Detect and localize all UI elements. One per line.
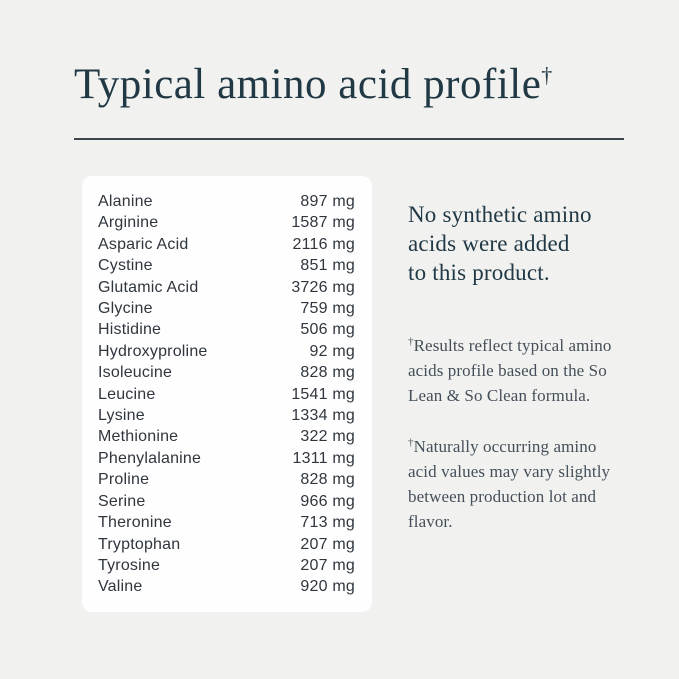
footnote-naturally-occurring xyxy=(408,434,618,534)
amino-acid-value: 1334 mg xyxy=(291,407,355,425)
table-row xyxy=(98,428,355,446)
amino-acid-name: Glutamic Acid xyxy=(98,278,199,296)
amino-acid-name: Leucine xyxy=(98,385,156,403)
title-divider xyxy=(74,138,624,140)
footnote-dagger: † xyxy=(408,335,414,348)
table-row xyxy=(98,257,355,275)
amino-acid-name: Hydroxyproline xyxy=(98,342,208,360)
no-synthetic-statement: No synthetic amino acids were added to this product. xyxy=(408,202,592,285)
amino-acid-name: Asparic Acid xyxy=(98,235,189,253)
amino-acid-name: Glycine xyxy=(98,300,153,318)
table-row xyxy=(98,193,355,211)
table-row xyxy=(98,386,355,404)
amino-acid-value: 713 mg xyxy=(300,514,355,532)
amino-acid-name: Serine xyxy=(98,492,146,510)
amino-acid-name: Methionine xyxy=(98,428,179,446)
table-row xyxy=(98,493,355,511)
amino-acid-value: 851 mg xyxy=(300,257,355,275)
amino-acid-value: 966 mg xyxy=(300,492,355,510)
table-row xyxy=(98,407,355,425)
table-row xyxy=(98,214,355,232)
table-row xyxy=(98,450,355,468)
footnote-dagger: † xyxy=(408,436,414,449)
table-row xyxy=(98,300,355,318)
amino-acid-name: Cystine xyxy=(98,257,153,275)
amino-acid-table-card xyxy=(82,176,372,612)
amino-acid-name: Alanine xyxy=(98,193,153,210)
amino-acid-name: Lysine xyxy=(98,407,145,425)
page-title-text: Typical amino acid profile xyxy=(74,61,542,108)
amino-acid-value: 506 mg xyxy=(300,321,355,339)
amino-acid-name: Arginine xyxy=(98,214,159,232)
aside-column xyxy=(408,200,620,534)
table-row xyxy=(98,514,355,532)
title-dagger: † xyxy=(541,62,553,88)
table-row xyxy=(98,321,355,339)
amino-acid-value: 207 mg xyxy=(300,535,355,553)
table-row xyxy=(98,364,355,382)
amino-acid-value: 828 mg xyxy=(300,471,355,489)
amino-acid-name: Proline xyxy=(98,471,150,489)
amino-acid-value: 207 mg xyxy=(300,556,355,574)
amino-acid-value: 1311 mg xyxy=(292,449,355,467)
amino-acid-value: 1541 mg xyxy=(291,385,355,403)
amino-acid-name: Tyrosine xyxy=(98,556,161,574)
amino-acid-name: Histidine xyxy=(98,321,162,339)
table-row xyxy=(98,578,355,596)
footnote-results xyxy=(408,333,618,408)
page-title xyxy=(74,60,553,109)
table-row xyxy=(98,343,355,361)
footnote-text: Results reflect typical amino acids profile based on the So Lean & So Clean formula. xyxy=(408,336,612,405)
amino-acid-value: 1587 mg xyxy=(291,214,355,232)
amino-acid-value: 828 mg xyxy=(300,364,355,382)
table-row xyxy=(98,471,355,489)
amino-acid-value: 920 mg xyxy=(300,578,355,596)
amino-acid-value: 322 mg xyxy=(300,428,355,446)
amino-acid-name: Valine xyxy=(98,578,143,596)
footnote-text: Naturally occurring amino acid values may vary slightly between production lot and flavor. xyxy=(408,437,611,531)
amino-acid-value: 759 mg xyxy=(300,300,355,318)
amino-acid-name: Phenylalanine xyxy=(98,449,202,467)
amino-acid-value: 2116 mg xyxy=(292,235,355,253)
amino-acid-name: Theronine xyxy=(98,514,172,532)
amino-acid-name: Tryptophan xyxy=(98,535,181,553)
table-row xyxy=(98,236,355,254)
amino-acid-value: 897 mg xyxy=(300,193,355,210)
amino-acid-value: 3726 mg xyxy=(291,278,355,296)
table-row xyxy=(98,279,355,297)
table-row xyxy=(98,557,355,575)
amino-acid-name: Isoleucine xyxy=(98,364,173,382)
table-row xyxy=(98,536,355,554)
amino-acid-value: 92 mg xyxy=(309,342,355,360)
